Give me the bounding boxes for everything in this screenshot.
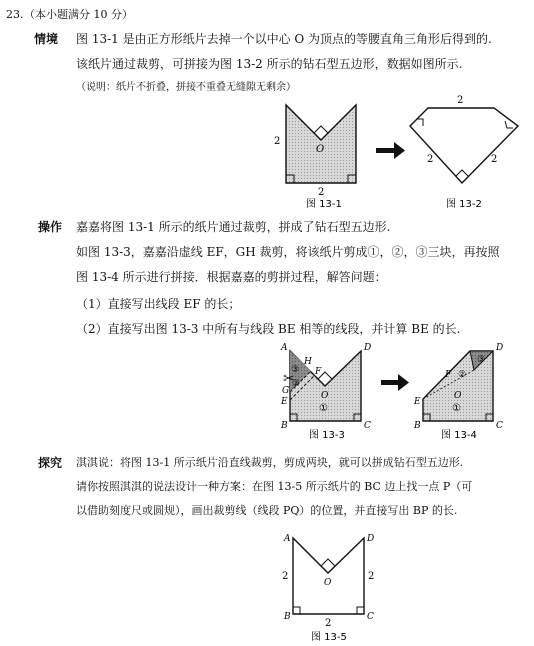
fig5-label-C: C: [367, 612, 374, 622]
fig5-label-B: B: [284, 612, 291, 622]
fig1-bottom-length: 2: [318, 187, 325, 198]
fig4-label-F: F: [445, 370, 452, 380]
fig2-right-length: 2: [491, 154, 498, 165]
operation-line-1: 嘉嘉将图 13-1 所示的纸片通过裁剪，拼成了钻石型五边形.: [76, 220, 391, 234]
fig3-piece-3: ③: [291, 365, 300, 375]
scenario-tag: 情境: [34, 32, 59, 46]
fig3-piece-1: ①: [319, 403, 328, 414]
fig5-label-A: A: [284, 534, 291, 544]
fig3-label-H: H: [304, 357, 312, 367]
fig3-scissors-icon: ✂: [283, 371, 295, 387]
figure-13-2: [410, 95, 518, 210]
fig2-caption: 图 13-2: [446, 199, 482, 210]
fig2-top-length: 2: [457, 95, 464, 106]
fig4-caption: 图 13-4: [441, 430, 477, 441]
figure-13-5: [282, 534, 374, 643]
fig2-angle-mark-bottom: [456, 170, 468, 176]
fig5-label-O: O: [324, 578, 332, 588]
fig1-center-label: O: [316, 144, 325, 155]
fig4-label-O: O: [454, 391, 462, 401]
fig5-label-D: D: [367, 534, 375, 544]
operation-line-2: 如图 13-3，嘉嘉沿虚线 EF，GH 裁剪，将该纸片剪成①，②，③三块，再按照: [76, 245, 500, 259]
figure-13-1: [274, 105, 356, 210]
fig1-left-length: 2: [274, 136, 281, 147]
figure-13-4: [413, 343, 503, 441]
operation-question-1: （1）直接写出线段 EF 的长；: [76, 297, 241, 311]
explore-line-1: 淇淇说：将图 13-1 所示纸片沿直线裁剪，剪成两块，就可以拼成钻石型五边形.: [76, 456, 464, 469]
operation-line-3: 图 13-4 所示进行拼接．根据嘉嘉的剪拼过程，解答问题：: [76, 270, 387, 284]
fig5-caption: 图 13-5: [311, 632, 347, 643]
fig4-piece-3: ③: [477, 355, 486, 365]
fig4-label-D: D: [496, 343, 504, 353]
fig3-label-O: O: [321, 391, 329, 401]
explore-line-3: 以借助刻度尺或圆规），画出裁剪线（线段 PQ）的位置，并直接写出 BP 的长.: [76, 504, 458, 517]
fig3-caption: 图 13-3: [309, 430, 345, 441]
explore-line-2: 请你按照淇淇的说法设计一种方案：在图 13-5 所示纸片的 BC 边上找一点 P（可: [76, 480, 473, 493]
figure-13-3: [280, 343, 371, 441]
fig4-label-E: E: [414, 397, 421, 407]
fig3-label-D: D: [364, 343, 372, 353]
scenario-note: （说明：纸片不折叠，拼接不重叠无缝隙无剩余）: [76, 82, 296, 93]
fig4-piece-1: ①: [452, 403, 461, 414]
score-note: （本小题满分 10 分）: [24, 8, 133, 21]
arrow-1: [376, 142, 405, 159]
operation-tag: 操作: [38, 220, 63, 234]
fig4-piece-2: ②: [458, 370, 467, 380]
arrow-2: [381, 374, 409, 391]
scenario-line-1: 图 13-1 是由正方形纸片去掉一个以中心 O 为顶点的等腰直角三角形后得到的.: [76, 32, 492, 46]
fig5-left-length: 2: [282, 571, 289, 582]
fig2-left-length: 2: [427, 154, 434, 165]
operation-question-2: （2）直接写出图 13-3 中所有与线段 BE 相等的线段，并计算 BE 的长.: [76, 322, 461, 336]
fig5-right-angle-mark: [321, 559, 335, 566]
fig3-label-B: B: [281, 421, 288, 431]
fig2-angle-mark-left: [416, 119, 423, 126]
fig3-piece-2: ②: [292, 379, 301, 389]
fig5-right-length: 2: [368, 571, 375, 582]
fig4-label-C: C: [496, 421, 503, 431]
fig4-label-B: B: [414, 421, 421, 431]
fig3-label-F: F: [315, 367, 322, 377]
fig1-right-angle-mark: [314, 126, 328, 133]
question-number: 23.: [6, 8, 24, 21]
fig1-caption: 图 13-1: [306, 199, 342, 210]
fig3-label-C: C: [364, 421, 371, 431]
fig3-label-A: A: [281, 343, 288, 353]
fig3-label-G: G: [282, 386, 290, 396]
scenario-line-2: 该纸片通过裁剪，可拼接为图 13-2 所示的钻石型五边形，数据如图所示.: [76, 57, 463, 71]
explore-tag: 探究: [38, 456, 63, 470]
fig5-bottom-length: 2: [325, 618, 332, 629]
fig3-label-E: E: [281, 397, 288, 407]
fig5-shape: [293, 538, 364, 614]
